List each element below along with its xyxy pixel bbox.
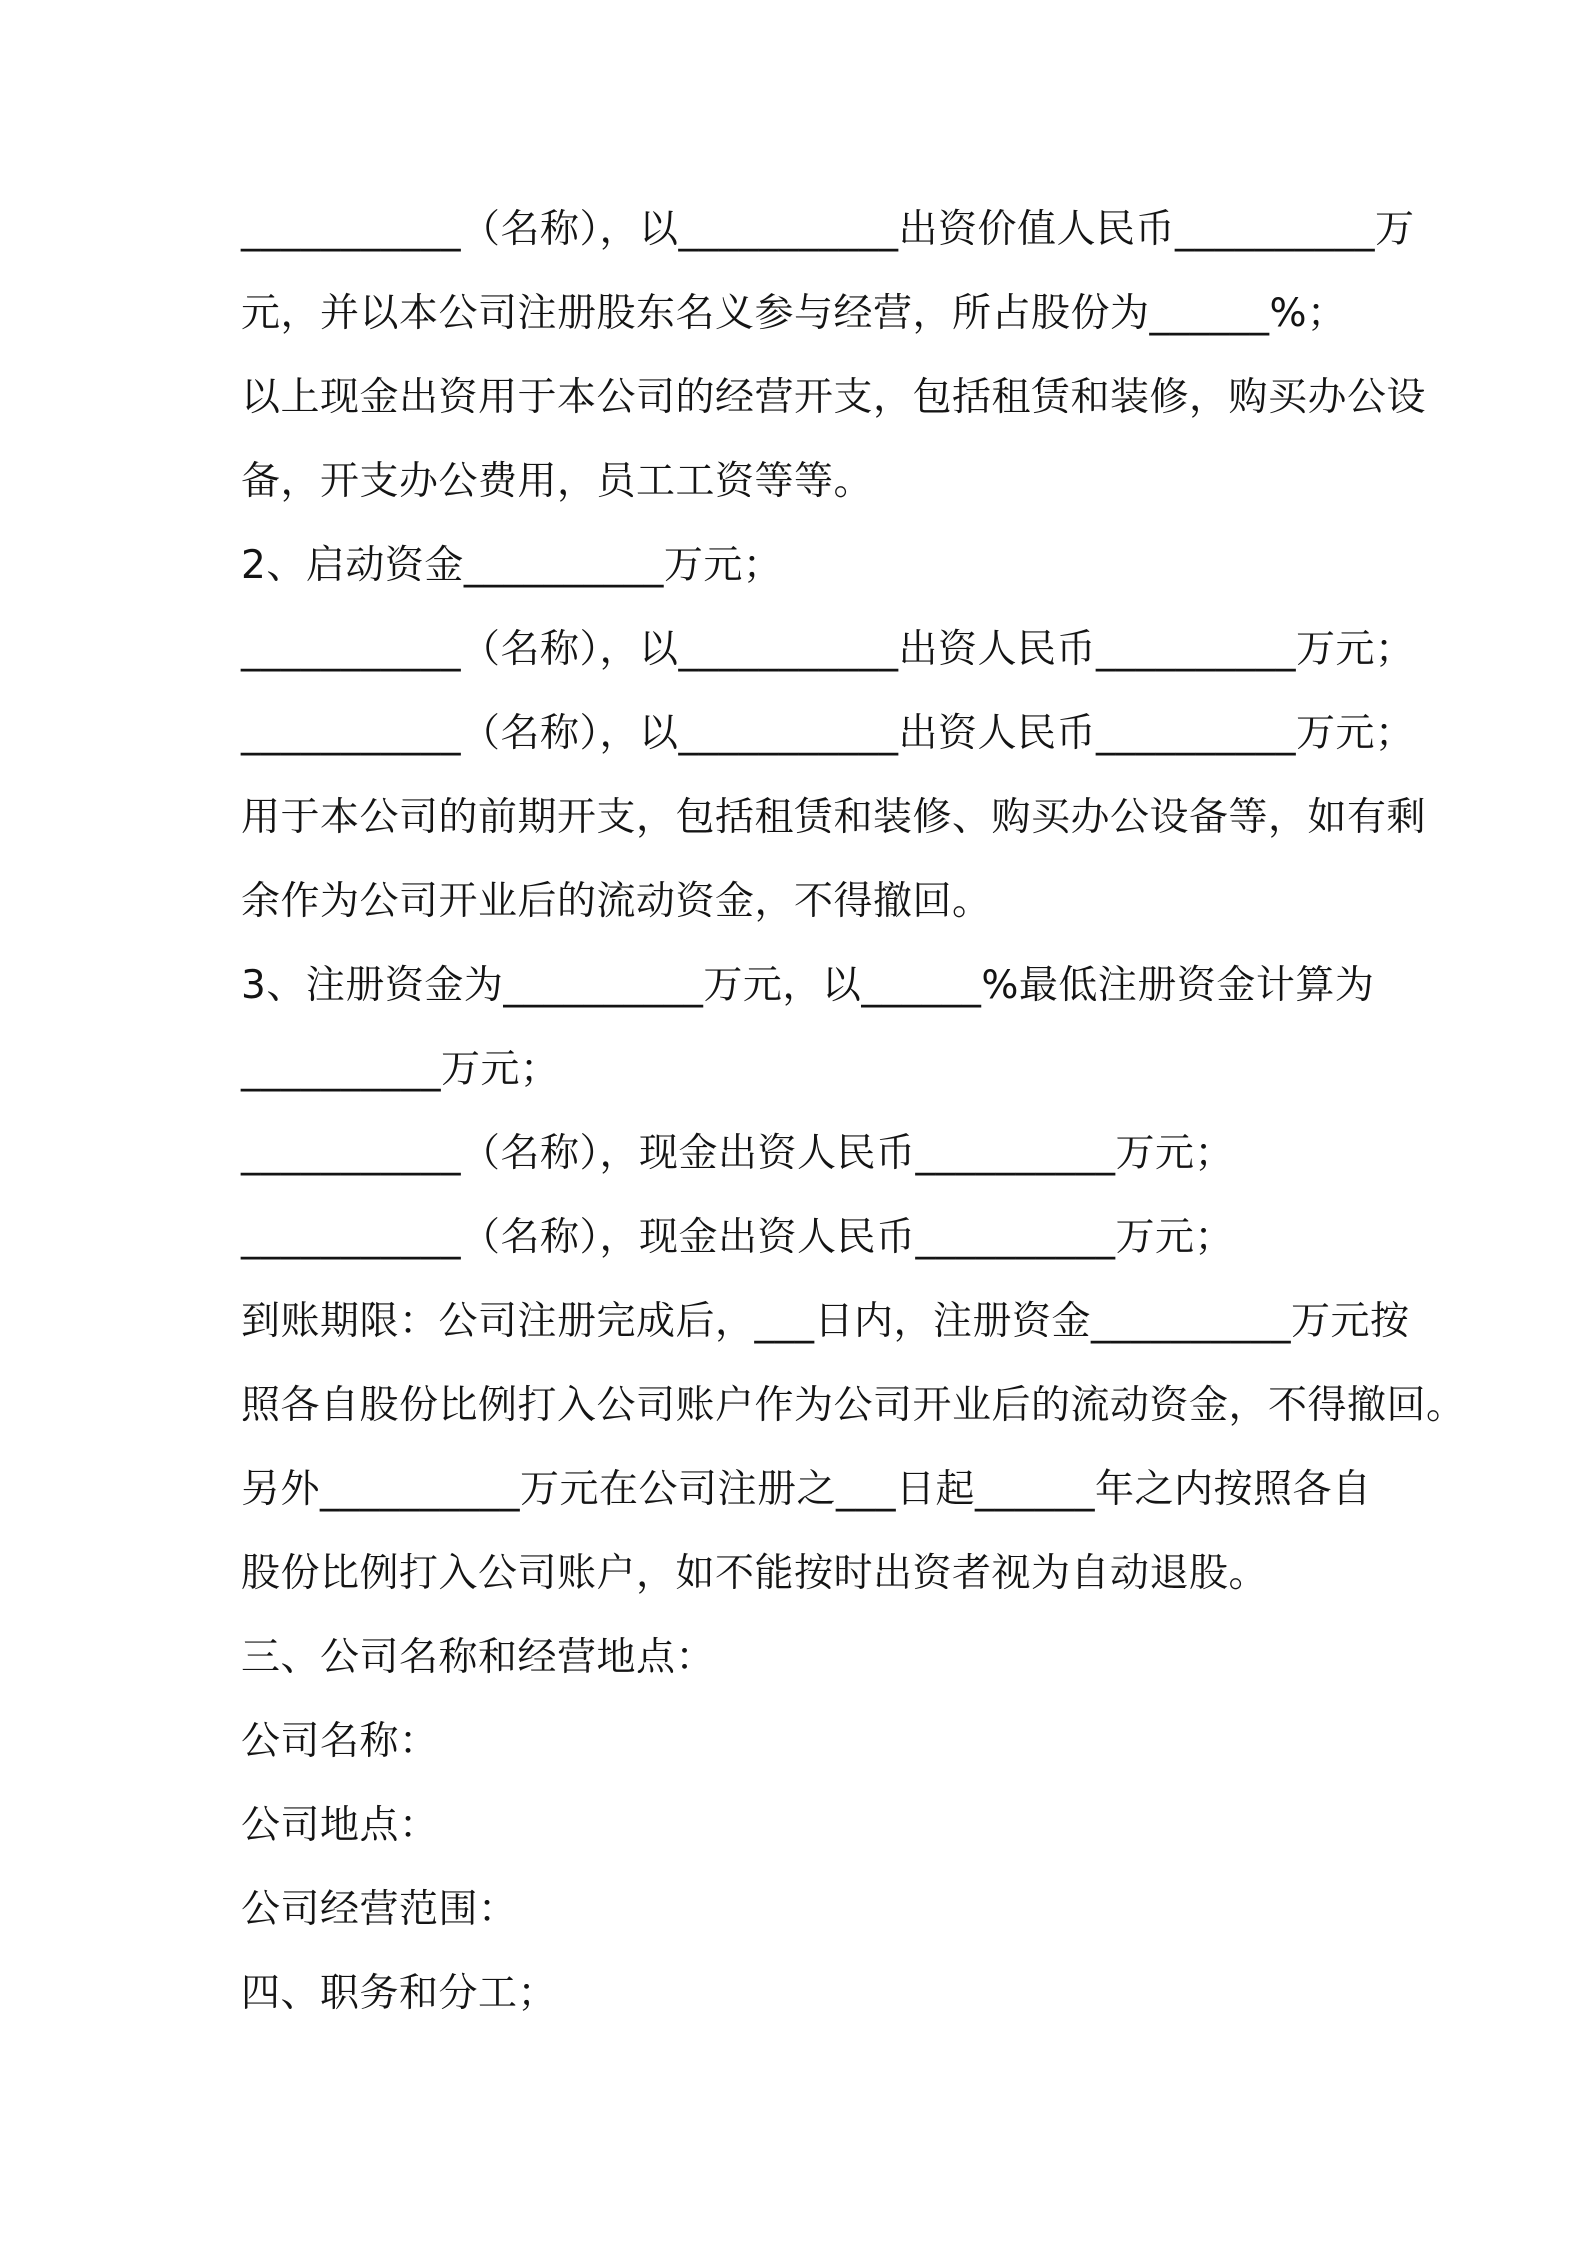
field-label: 公司地点：	[241, 1803, 439, 1848]
text-line: 元，并以本公司注册股东名义参与经营，所占股份为______%；	[241, 291, 1347, 336]
text-line: ___________（名称），现金出资人民币__________万元；	[241, 1215, 1235, 1260]
text-line: 以上现金出资用于本公司的经营开支，包括租赁和装修，购买办公设	[241, 375, 1427, 420]
text-line: ___________（名称），以___________出资人民币__________万元；	[241, 627, 1415, 672]
text-line: 2、启动资金__________万元；	[241, 543, 783, 588]
text-line: ___________（名称），以___________出资人民币__________万元；	[241, 711, 1415, 756]
text-line: 股份比例打入公司账户，如不能按时出资者视为自动退股。	[241, 1551, 1269, 1596]
section-heading: 三、公司名称和经营地点：	[241, 1635, 716, 1680]
text-line: 备，开支办公费用，员工工资等等。	[241, 459, 874, 504]
text-line: 照各自股份比例打入公司账户作为公司开业后的流动资金，不得撤回。	[241, 1383, 1466, 1428]
section-heading: 四、职务和分工；	[241, 1971, 558, 2016]
text-line: 3、注册资金为__________万元，以______%最低注册资金计算为	[241, 963, 1375, 1008]
text-line: 另外__________万元在公司注册之___日起______年之内按照各自	[241, 1467, 1372, 1512]
field-label: 公司经营范围：	[241, 1887, 518, 1932]
text-line: 余作为公司开业后的流动资金，不得撤回。	[241, 879, 992, 924]
text-line: ___________（名称），现金出资人民币__________万元；	[241, 1131, 1235, 1176]
text-line: 用于本公司的前期开支，包括租赁和装修、购买办公设备等，如有剩	[241, 795, 1427, 840]
field-label: 公司名称：	[241, 1719, 439, 1764]
document-body	[241, 198, 1466, 2046]
text-line: 到账期限：公司注册完成后，___日内，注册资金__________万元按	[241, 1299, 1410, 1344]
text-line: __________万元；	[241, 1047, 560, 1092]
text-line: ___________（名称），以___________出资价值人民币__________万	[241, 207, 1415, 252]
